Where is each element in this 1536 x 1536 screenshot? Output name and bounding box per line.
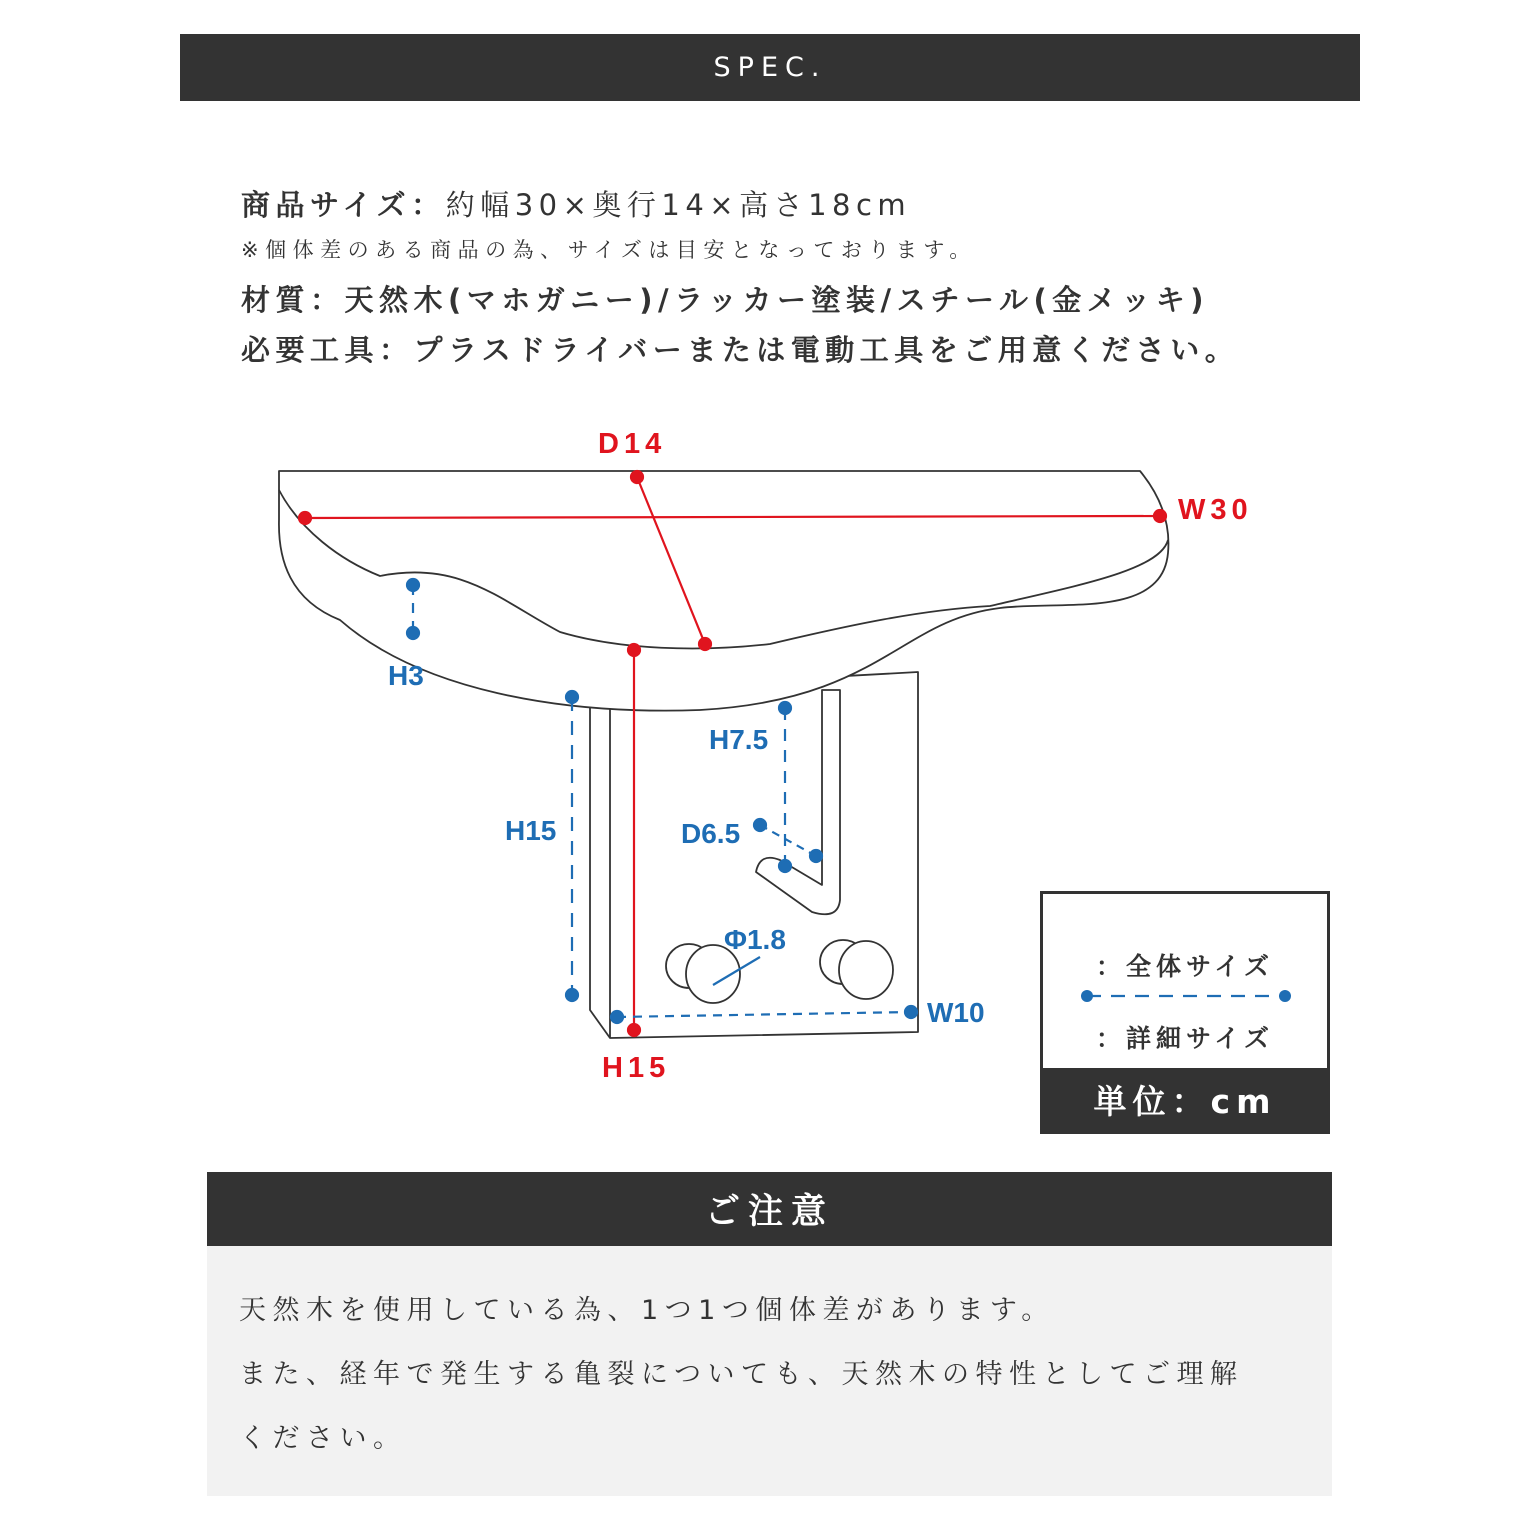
caution-line-2: また、経年で発生する亀裂についても、天然木の特性としてご理解 <box>239 1359 1244 1390</box>
h15-total-top-dot <box>628 644 640 656</box>
h3-bottom-dot <box>407 627 419 639</box>
w10-end-dot <box>905 1006 917 1018</box>
spec-title: SPEC. <box>713 52 827 83</box>
label-d14: D14 <box>598 428 667 460</box>
knob-right <box>839 941 893 999</box>
unit-band <box>1043 1068 1327 1131</box>
size-label: 商品サイズ： <box>241 188 446 222</box>
unit-label: 単位：cm <box>1093 1082 1277 1121</box>
legend-detail-label: ：詳細サイズ <box>1095 1024 1274 1053</box>
d14-start-dot <box>631 471 643 483</box>
caution-title: ご注意 <box>704 1192 834 1232</box>
size-value: 約幅30×奥行14×高さ18cm <box>445 188 912 222</box>
caution-line-3: ください。 <box>239 1423 407 1454</box>
label-phi1-8: Φ1.8 <box>724 924 786 955</box>
label-h15-total: H15 <box>602 1052 671 1084</box>
tools-value: プラスドライバーまたは電動工具をご用意ください。 <box>413 333 1240 367</box>
tools-label: 必要工具： <box>241 333 414 367</box>
h3-top-dot <box>407 579 419 591</box>
d6-5-end-dot <box>810 850 822 862</box>
h15-total-bottom-dot <box>628 1024 640 1036</box>
material-label: 材質： <box>241 283 345 317</box>
label-w30: W30 <box>1178 494 1253 526</box>
h15-detail-top-dot <box>566 691 578 703</box>
h7-5-top-dot <box>779 702 791 714</box>
label-w10: W10 <box>927 997 985 1028</box>
legend-total-label: ：全体サイズ <box>1095 952 1274 981</box>
h15-detail-bottom-dot <box>566 989 578 1001</box>
legend-box <box>1040 891 1330 1134</box>
size-note: ※個体差のある商品の為、サイズは目安となっております。 <box>241 238 977 262</box>
material-value: 天然木(マホガニー)/ラッカー塗装/スチール(金メッキ) <box>344 283 1209 317</box>
h7-5-bottom-dot <box>779 860 791 872</box>
d6-5-start-dot <box>754 819 766 831</box>
caution-body <box>207 1246 1332 1496</box>
d14-end-dot <box>699 638 711 650</box>
legend-blue-sample <box>1043 989 1327 1003</box>
caution-header <box>207 1172 1332 1246</box>
label-h3: H3 <box>388 660 424 691</box>
caution-line-1: 天然木を使用している為、1つ1つ個体差があります。 <box>239 1295 1055 1326</box>
label-h7-5: H7.5 <box>709 724 769 755</box>
label-h15-detail: H15 <box>505 815 557 846</box>
label-d6-5: D6.5 <box>681 818 741 849</box>
w30-start-dot <box>299 512 311 524</box>
w10-start-dot <box>611 1011 623 1023</box>
legend-blue-end-dot <box>1279 990 1291 1002</box>
w30-end-dot <box>1154 510 1166 522</box>
legend-blue-start-dot <box>1081 990 1093 1002</box>
